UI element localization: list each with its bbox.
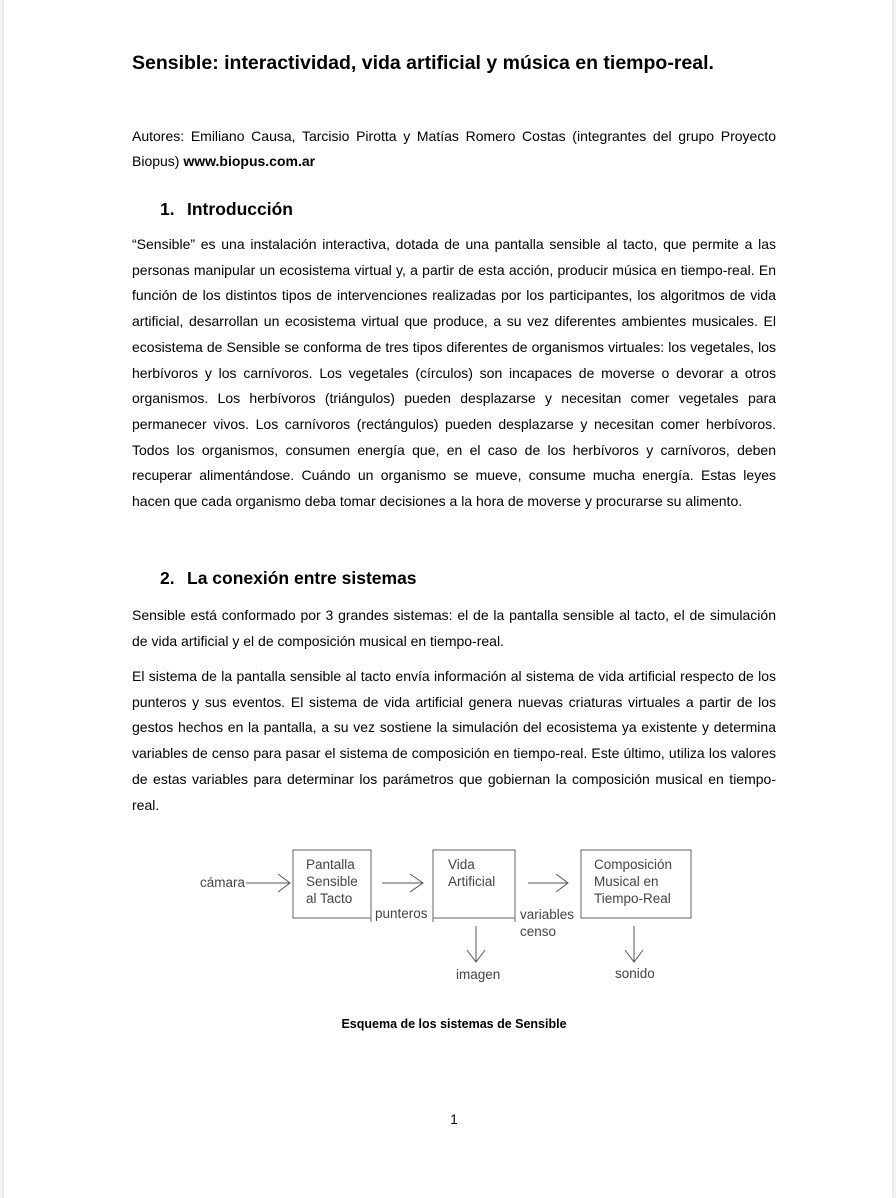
section-title: La conexión entre sistemas <box>187 568 417 588</box>
systems-diagram <box>194 840 714 990</box>
box-composicion-line2: Musical en <box>594 874 659 889</box>
edge-label-variables: variables <box>520 907 575 922</box>
arrow-down-icon <box>625 926 643 962</box>
output-imagen: imagen <box>456 967 501 982</box>
arrow-right-icon <box>246 874 290 892</box>
paragraph-pantalla: El sistema de la pantalla sensible al tacto envía información al sistema de vida artificial respecto de los punteros y sus eventos. El sistema de vida artificial genera nuevas criaturas virtuales a partir de los gestos hechos en la pantalla, a su vez sostiene la simulación del ecosistema ya existente y determina variables de censo para pasar el sistema de composición en tiempo-real. Este último, utiliza los valores de estas variables para determinar los parámetros que gobiernan la composición musical en tiempo-real. <box>132 668 776 813</box>
authors-text: Autores: Emiliano Causa, Tarcisio Pirotta y Matías Romero Costas (integrantes del grupo Proyecto Biopus) <box>132 128 776 169</box>
arrow-right-icon <box>382 874 423 892</box>
section-number: 2. <box>160 568 175 588</box>
edge-label-censo: censo <box>520 924 557 939</box>
arrow-right-icon <box>528 874 568 892</box>
website-link[interactable]: www.biopus.com.ar <box>183 153 316 169</box>
authors-line <box>132 124 776 174</box>
paragraph-sistemas: Sensible está conformado por 3 grandes sistemas: el de la pantalla sensible al tacto, el de simulación de vida artificial y el de composición musical en tiempo-real. <box>132 607 776 649</box>
arrow-down-icon <box>467 926 485 962</box>
page-number: 1 <box>450 1112 458 1127</box>
edge-label-punteros: punteros <box>375 906 428 921</box>
section-heading-conexion <box>160 566 417 590</box>
box-pantalla-line3: al Tacto <box>306 891 353 906</box>
box-vida-line1: Vida <box>448 857 475 872</box>
output-sonido: sonido <box>615 966 655 981</box>
diagram-input-label: cámara <box>200 875 246 890</box>
box-composicion-line3: Tiempo-Real <box>594 891 671 906</box>
box-pantalla-line1: Pantalla <box>306 857 355 872</box>
section-number: 1. <box>160 199 175 219</box>
paragraph-introduccion: “Sensible” es una instalación interactiva, dotada de una pantalla sensible al tacto, que permite a las personas manipular un ecosistema virtual y, a partir de esta acción, producir música en tiempo-real. En función de los distintos tipos de intervenciones realizadas por los participantes, los algoritmos de vida artificial, desarrollan un ecosistema virtual que produce, a su vez diferentes ambientes musicales. El ecosistema de Sensible se conforma de tres tipos diferentes de organismos virtuales: los vegetales, los herbívoros y los carnívoros. Los vegetales (círculos) son incapaces de moverse o devorar a otros organismos. Los herbívoros (triángulos) pueden desplazarse y necesitan comer vegetales para permanecer vivos. Los carnívoros (rectángulos) pueden desplazarse y necesitan comer herbívoros. Todos los organismos, consumen energía que, en el caso de los herbívoros y carnívoros, deben recuperar alimentándose. Cuándo un organismo se mueve, consume mucha energía. Estas leyes hacen que cada organismo deba tomar decisiones a la hora de moverse y procurarse su alimento. <box>132 236 776 510</box>
box-pantalla-line2: Sensible <box>306 874 358 889</box>
box-composicion-line1: Composición <box>594 857 673 872</box>
box-vida-line2: Artificial <box>448 874 496 889</box>
section-title: Introducción <box>187 199 293 219</box>
section-heading-introduccion <box>160 197 293 221</box>
document-page <box>4 0 892 1198</box>
paper-title: Sensible: interactividad, vida artificial y música en tiempo-real. <box>132 52 714 74</box>
figure-caption: Esquema de los sistemas de Sensible <box>341 1017 567 1031</box>
